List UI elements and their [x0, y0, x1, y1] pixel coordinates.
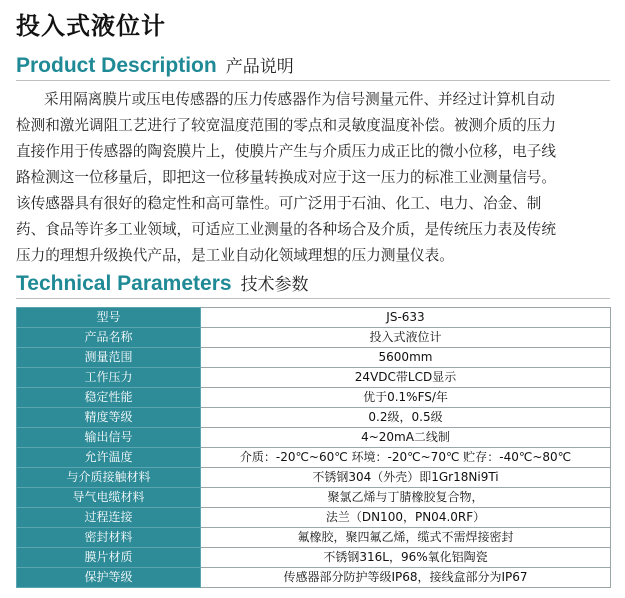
product-description-text	[16, 87, 612, 269]
param-key: 允许温度	[17, 448, 201, 468]
param-value: 不锈钢304（外壳）即1Gr18Ni9Ti	[201, 468, 611, 488]
param-value: 优于0.1%FS/年	[201, 388, 611, 408]
description-line: 该传感器具有很好的稳定性和高可靠性。可广泛用于石油、化工、电力、冶金、制	[16, 195, 542, 212]
table-row	[17, 368, 611, 388]
table-row	[17, 308, 611, 328]
param-value: 聚氯乙烯与丁腈橡胶复合物，	[201, 488, 611, 508]
description-line: 直接作用于传感器的陶瓷膜片上，使膜片产生与介质压力成正比的微小位移，电子线	[16, 143, 556, 160]
param-value: 4~20mA二线制	[201, 428, 611, 448]
param-value: 法兰（DN100，PN04.0RF）	[201, 508, 611, 528]
param-value: 介质：-20℃~60℃ 环境：-20℃~70℃ 贮存：-40℃~80℃	[201, 448, 611, 468]
param-key: 过程连接	[17, 508, 201, 528]
param-value: 传感器部分防护等级IP68，接线盒部分为IP67	[201, 568, 611, 588]
param-value: 不锈钢316L，96%氧化铝陶瓷	[201, 548, 611, 568]
param-value: 氟橡胶，聚四氟乙烯，缆式不需焊接密封	[201, 528, 611, 548]
param-value: 投入式液位计	[201, 328, 611, 348]
param-key: 产品名称	[17, 328, 201, 348]
table-row	[17, 408, 611, 428]
table-row	[17, 568, 611, 588]
table-row	[17, 328, 611, 348]
table-row	[17, 428, 611, 448]
param-value: 24VDC带LCD显示	[201, 368, 611, 388]
section-divider	[16, 298, 610, 299]
description-line: 压力的理想升级换代产品，是工业自动化领域理想的压力测量仪表。	[16, 247, 454, 264]
table-row	[17, 468, 611, 488]
product-description-heading	[16, 48, 294, 78]
table-row	[17, 448, 611, 468]
product-description-heading-cn: 产品说明	[225, 57, 294, 77]
param-value: 0.2级，0.5级	[201, 408, 611, 428]
param-value: 5600mm	[201, 348, 611, 368]
description-line: 药、食品等许多工业领域，可适应工业测量的各种场合及介质，是传统压力表及传统	[16, 221, 556, 238]
table-row	[17, 348, 611, 368]
product-description-heading-en: Product Description	[16, 54, 217, 77]
param-key: 输出信号	[17, 428, 201, 448]
param-key: 导气电缆材料	[17, 488, 201, 508]
table-row	[17, 488, 611, 508]
param-key: 精度等级	[17, 408, 201, 428]
page-title: 投入式液位计	[16, 12, 166, 40]
param-key: 密封材料	[17, 528, 201, 548]
param-key: 与介质接触材料	[17, 468, 201, 488]
table-row	[17, 548, 611, 568]
param-key: 工作压力	[17, 368, 201, 388]
param-key: 膜片材质	[17, 548, 201, 568]
parameters-table	[16, 307, 611, 588]
description-line: 检测和激光调阻工艺进行了较宽温度范围的零点和灵敏度温度补偿。被测介质的压力	[16, 117, 556, 134]
param-key: 测量范围	[17, 348, 201, 368]
description-line: 采用隔离膜片或压电传感器的压力传感器作为信号测量元件、并经过计算机自动	[44, 91, 555, 108]
table-row	[17, 388, 611, 408]
section-divider	[16, 80, 610, 81]
technical-parameters-heading-en: Technical Parameters	[16, 272, 232, 295]
param-key: 型号	[17, 308, 201, 328]
table-row	[17, 528, 611, 548]
param-key: 保护等级	[17, 568, 201, 588]
description-line: 路检测这一位移量后，即把这一位移量转换成对应于这一压力的标准工业测量信号。	[16, 169, 556, 186]
technical-parameters-heading	[16, 266, 309, 296]
param-key: 稳定性能	[17, 388, 201, 408]
param-value: JS-633	[201, 308, 611, 328]
technical-parameters-heading-cn: 技术参数	[240, 275, 309, 295]
table-row	[17, 508, 611, 528]
